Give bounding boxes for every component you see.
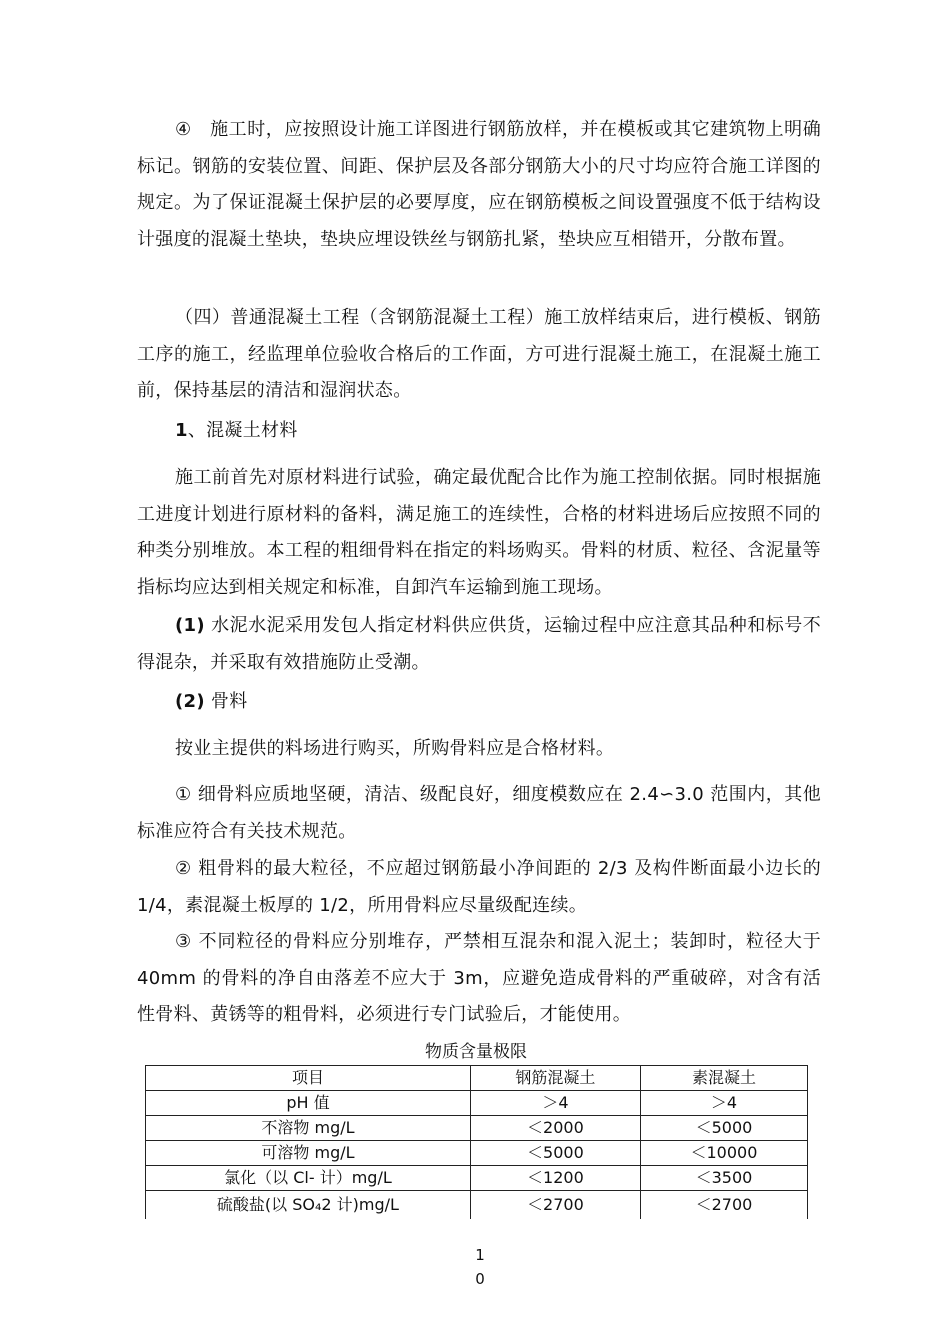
item-number: (1) bbox=[175, 615, 205, 636]
table-row bbox=[146, 1091, 808, 1116]
paragraph-aggregate-purchase bbox=[137, 731, 821, 768]
paragraph-text: （四）普通混凝土工程（含钢筋混凝土工程）施工放样结束后，进行模板、钢筋工序的施工，经监理单位验收合格后的工作面，方可进行混凝土施工，在混凝土施工前，保持基层的清洁和湿润状态。 bbox=[137, 307, 821, 401]
table-cell: ＞4 bbox=[640, 1091, 807, 1116]
header-cell-reinforced: 钢筋混凝土 bbox=[470, 1066, 640, 1091]
table-cell: 可溶物 mg/L bbox=[146, 1141, 471, 1166]
paragraph-text: 施工前首先对原材料进行试验，确定最优配合比作为施工控制依据。同时根据施工进度计划进行原材料的备料，满足施工的连续性，合格的材料进场后应按照不同的种类分别堆放。本工程的粗细骨料在指定的料场购买。骨料的材质、粒径、含泥量等指标均应达到相关规定和标准，自卸汽车运输到施工现场。 bbox=[137, 467, 821, 598]
substance-limits-table bbox=[145, 1065, 808, 1219]
paragraph-text: 按业主提供的料场进行购买，所购骨料应是合格材料。 bbox=[175, 738, 615, 759]
header-cell-plain: 素混凝土 bbox=[640, 1066, 807, 1091]
page-number-digit: 1 bbox=[475, 1246, 485, 1264]
table-cell: ＞4 bbox=[470, 1091, 640, 1116]
paragraph-line bbox=[137, 684, 821, 721]
paragraph-text: ④ 施工时，应按照设计施工详图进行钢筋放样，并在模板或其它建筑物上明确标记。钢筋的安装位置、间距、保护层及各部分钢筋大小的尺寸均应符合施工详图的规定。为了保证混凝土保护层的必要厚度，应在钢筋模板之间设置强度不低于结构设计强度的混凝土垫块，垫块应埋设铁丝与钢筋扎紧，垫块应互相错开，分散布置。 bbox=[137, 119, 821, 250]
paragraph-aggregate-storage bbox=[137, 924, 821, 1034]
paragraph-coarse-aggregate bbox=[137, 851, 821, 924]
paragraph-fine-aggregate bbox=[137, 777, 821, 850]
table-cell: ＜10000 bbox=[640, 1141, 807, 1166]
paragraph-concrete-works bbox=[137, 300, 821, 410]
paragraph-text: 水泥水泥采用发包人指定材料供应供货，运输过程中应注意其品种和标号不得混杂，并采取有效措施防止受潮。 bbox=[137, 615, 821, 673]
paragraph-text: ① 细骨料应质地坚硬，清洁、级配良好，细度模数应在 2.4∽3.0 范围内，其他标准应符合有关技术规范。 bbox=[137, 784, 821, 842]
table-row bbox=[146, 1166, 808, 1191]
table-cell: ＜5000 bbox=[640, 1116, 807, 1141]
table-cell: ＜3500 bbox=[640, 1166, 807, 1191]
table-row bbox=[146, 1116, 808, 1141]
table-cell: ＜1200 bbox=[470, 1166, 640, 1191]
table-row bbox=[146, 1141, 808, 1166]
page-number bbox=[470, 1243, 490, 1291]
paragraph-rebar-layout bbox=[137, 112, 821, 258]
paragraph-material-testing bbox=[137, 460, 821, 606]
table-cell: 氯化（以 Cl- 计）mg/L bbox=[146, 1166, 471, 1191]
subheading-aggregate bbox=[137, 684, 821, 721]
paragraph-line bbox=[137, 608, 821, 681]
header-cell-item: 项目 bbox=[146, 1066, 471, 1091]
table-cell: pH 值 bbox=[146, 1091, 471, 1116]
table-row bbox=[146, 1191, 808, 1220]
heading-text: 、混凝土材料 bbox=[187, 420, 298, 441]
paragraph-text: 骨料 bbox=[204, 691, 248, 712]
table-cell: ＜2700 bbox=[470, 1191, 640, 1220]
paragraph-cement bbox=[137, 608, 821, 681]
paragraph-text: ② 粗骨料的最大粒径，不应超过钢筋最小净间距的 2/3 及构件断面最小边长的 1/4，素混凝土板厚的 1/2，所用骨料应尽量级配连续。 bbox=[137, 858, 821, 916]
table-header-row bbox=[146, 1066, 808, 1091]
table-cell: ＜5000 bbox=[470, 1141, 640, 1166]
table-caption: 物质含量极限 bbox=[425, 1042, 527, 1062]
table-cell: 硫酸盐(以 SO₄2 计)mg/L bbox=[146, 1191, 471, 1220]
item-number: (2) bbox=[175, 691, 205, 712]
heading-line bbox=[137, 413, 821, 450]
table-cell: 不溶物 mg/L bbox=[146, 1116, 471, 1141]
table-cell: ＜2700 bbox=[640, 1191, 807, 1220]
paragraph-text: ③ 不同粒径的骨料应分别堆存，严禁相互混杂和混入泥土；装卸时，粒径大于 40mm 的骨料的净自由落差不应大于 3m，应避免造成骨料的严重破碎，对含有活性骨料、黄锈等的粗骨料，必须进行专门试验后，才能使用。 bbox=[137, 931, 821, 1025]
page-number-digit: 0 bbox=[475, 1270, 485, 1288]
section-heading-concrete-materials bbox=[137, 413, 821, 450]
heading-number: 1 bbox=[175, 420, 188, 441]
table-cell: ＜2000 bbox=[470, 1116, 640, 1141]
